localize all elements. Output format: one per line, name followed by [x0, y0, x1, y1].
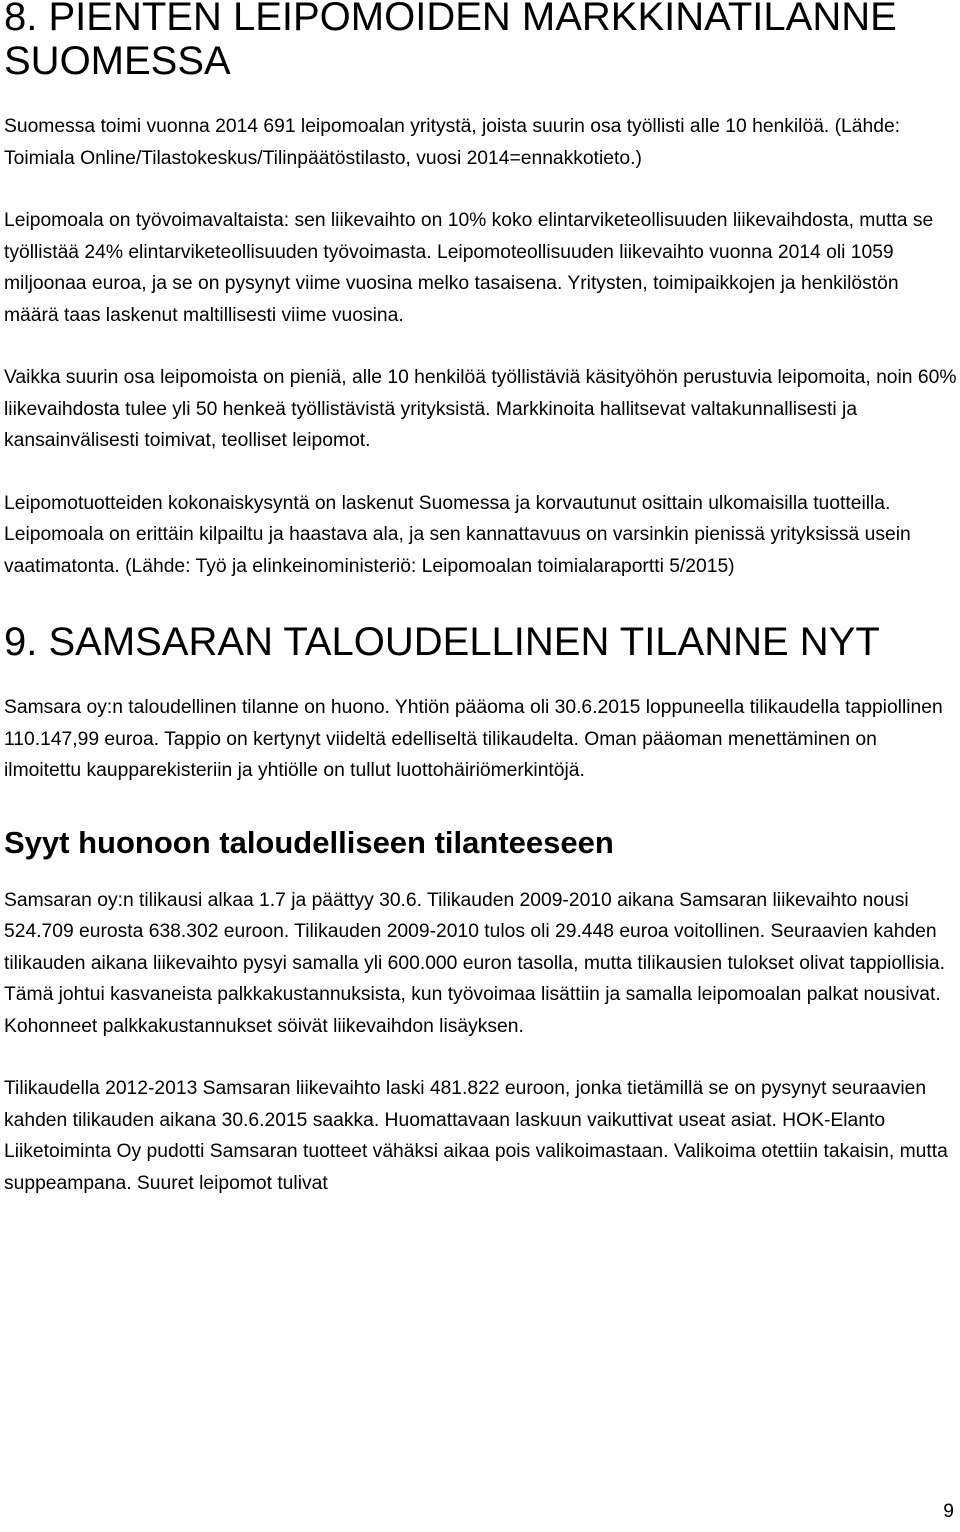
- section-8-paragraph-4: Leipomotuotteiden kokonaiskysyntä on laskenut Suomessa ja korvautunut osittain ulkomaisilla tuotteilla. Leipomoala on erittäin kilpailtu ja haastava ala, ja sen kannattavuus on varsinkin pienissä yrityksissä usein vaatimatonta. (Lähde: Työ ja elinkeinoministeriö: Leipomoalan toimialaraportti 5/2015): [4, 492, 911, 577]
- causes-paragraph-1: Samsaran oy:n tilikausi alkaa 1.7 ja päättyy 30.6. Tilikauden 2009-2010 aikana Samsaran liikevaihto nousi 524.709 eurosta 638.302 euroon. Tilikauden 2009-2010 tulos oli 29.448 euroa voitollinen. Seuraavien kahden tilikauden aikana liikevaihto pysyi samalla yli 600.000 euron tasolla, mutta tilikausien tulokset olivat tappiollisia. Tämä johtui kasvaneista palkkakustannuksista, kun työvoimaa lisättiin ja samalla leipomoalan palkat nousivat. Kohonneet palkkakustannukset söivät liikevaihdon lisäyksen.: [4, 889, 946, 1037]
- section-9-heading: 9. SAMSARAN TALOUDELLINEN TILANNE NYT: [4, 620, 880, 664]
- page-number: 9: [943, 1501, 954, 1522]
- section-8-paragraph-3: Vaikka suurin osa leipomoista on pieniä, alle 10 henkilöä työllistäviä käsityöhön perustuvia leipomoita, noin 60% liikevaihdosta tulee yli 50 henkeä työllistävistä yrityksistä. Markkinoita hallitsevat valtakunnallisesti ja kansainvälisesti toimivat, teolliset leipomot.: [4, 367, 957, 451]
- section-8-heading: 8. PIENTEN LEIPOMOIDEN MARKKINATILANNE SUOMESSA: [4, 0, 897, 83]
- document-page: [4, 0, 958, 1199]
- causes-heading: Syyt huonoon taloudelliseen tilanteeseen: [4, 824, 614, 860]
- section-8-paragraph-1: Suomessa toimi vuonna 2014 691 leipomoalan yritystä, joista suurin osa työllisti alle 10 henkilöä. (Lähde: Toimiala Online/Tilastokeskus/Tilinpäätöstilasto, vuosi 2014=ennakkotieto.): [4, 116, 901, 169]
- section-9-paragraph-1: Samsara oy:n taloudellinen tilanne on huono. Yhtiön pääoma oli 30.6.2015 loppuneella tilikaudella tappiollinen 110.147,99 euroa. Tappio on kertynyt viideltä edelliseltä tilikaudelta. Oman pääoman menettäminen on ilmoitettu kaupparekisteriin ja yhtiölle on tullut luottohäiriömerkintöjä.: [4, 697, 943, 781]
- causes-paragraph-2: Tilikaudella 2012-2013 Samsaran liikevaihto laski 481.822 euroon, jonka tietämillä se on pysynyt seuraavien kahden tilikauden aikana 30.6.2015 saakka. Huomattavaan laskuun vaikuttivat useat asiat. HOK-Elanto Liiketoiminta Oy pudotti Samsaran tuotteet vähäksi aikaa pois valikoimastaan. Valikoima otettiin takaisin, mutta suppeampana. Suuret leipomot tulivat: [4, 1078, 948, 1194]
- section-8-paragraph-2: Leipomoala on työvoimavaltaista: sen liikevaihto on 10% koko elintarviketeollisuuden liikevaihdosta, mutta se työllistää 24% elintarviketeollisuuden työvoimasta. Leipomoteollisuuden liikevaihto vuonna 2014 oli 1059 miljoonaa euroa, ja se on pysynyt viime vuosina melko tasaisena. Yritysten, toimipaikkojen ja henkilöstön määrä taas laskenut maltillisesti viime vuosina.: [4, 210, 934, 326]
